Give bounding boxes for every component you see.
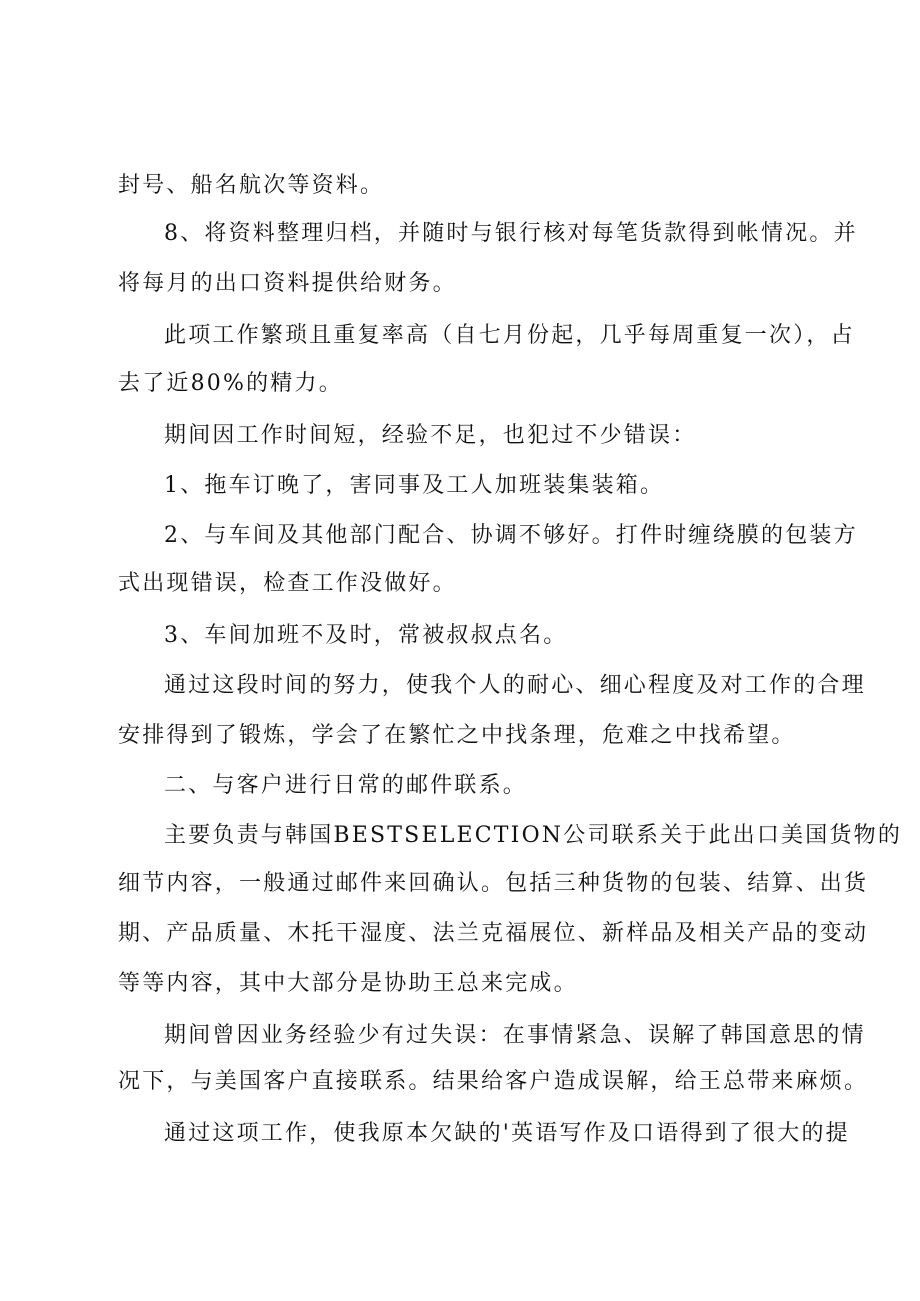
text-line: 式出现错误，检查工作没做好。 xyxy=(118,571,457,596)
text-line: 去了近80%的精力。 xyxy=(118,371,343,396)
text-line: 2、与车间及其他部门配合、协调不够好。打件时缠绕膜的包装方 xyxy=(164,523,858,548)
text-line: 期间曾因业务经验少有过失误：在事情紧急、误解了韩国意思的情 xyxy=(164,1023,866,1048)
text-line: 封号、船名航次等资料。 xyxy=(118,173,385,198)
text-line: 细节内容，一般通过邮件来回确认。包括三种货物的包装、结算、出货 xyxy=(118,871,869,896)
text-line: 通过这项工作，使我原本欠缺的'英语写作及口语得到了很大的提 xyxy=(164,1121,850,1146)
text-line: 此项工作繁琐且重复率高（自七月份起，几乎每周重复一次），占 xyxy=(164,323,855,348)
text-line: 1、拖车订晚了，害同事及工人加班装集装箱。 xyxy=(164,473,665,498)
text-line: 3、车间加班不及时，常被叔叔点名。 xyxy=(164,623,568,648)
text-line: 8、将资料整理归档，并随时与银行核对每笔货款得到帐情况。并 xyxy=(164,221,858,246)
text-line: 主要负责与韩国BESTSELECTION公司联系关于此出口美国货物的 xyxy=(164,823,903,848)
text-line: 安排得到了锻炼，学会了在繁忙之中找条理，危难之中找希望。 xyxy=(118,723,796,748)
text-line: 通过这段时间的努力，使我个人的耐心、细心程度及对工作的合理 xyxy=(164,673,866,698)
text-line: 况下，与美国客户直接联系。结果给客户造成误解，给王总带来麻烦。 xyxy=(118,1069,869,1094)
text-line: 期间因工作时间短，经验不足，也犯过不少错误： xyxy=(164,423,697,448)
text-line: 将每月的出口资料提供给财务。 xyxy=(118,271,457,296)
text-line: 等等内容，其中大部分是协助王总来完成。 xyxy=(118,971,578,996)
text-line: 二、与客户进行日常的邮件联系。 xyxy=(164,773,528,798)
text-line: 期、产品质量、木托干湿度、法兰克福展位、新样品及相关产品的变动 xyxy=(118,921,869,946)
